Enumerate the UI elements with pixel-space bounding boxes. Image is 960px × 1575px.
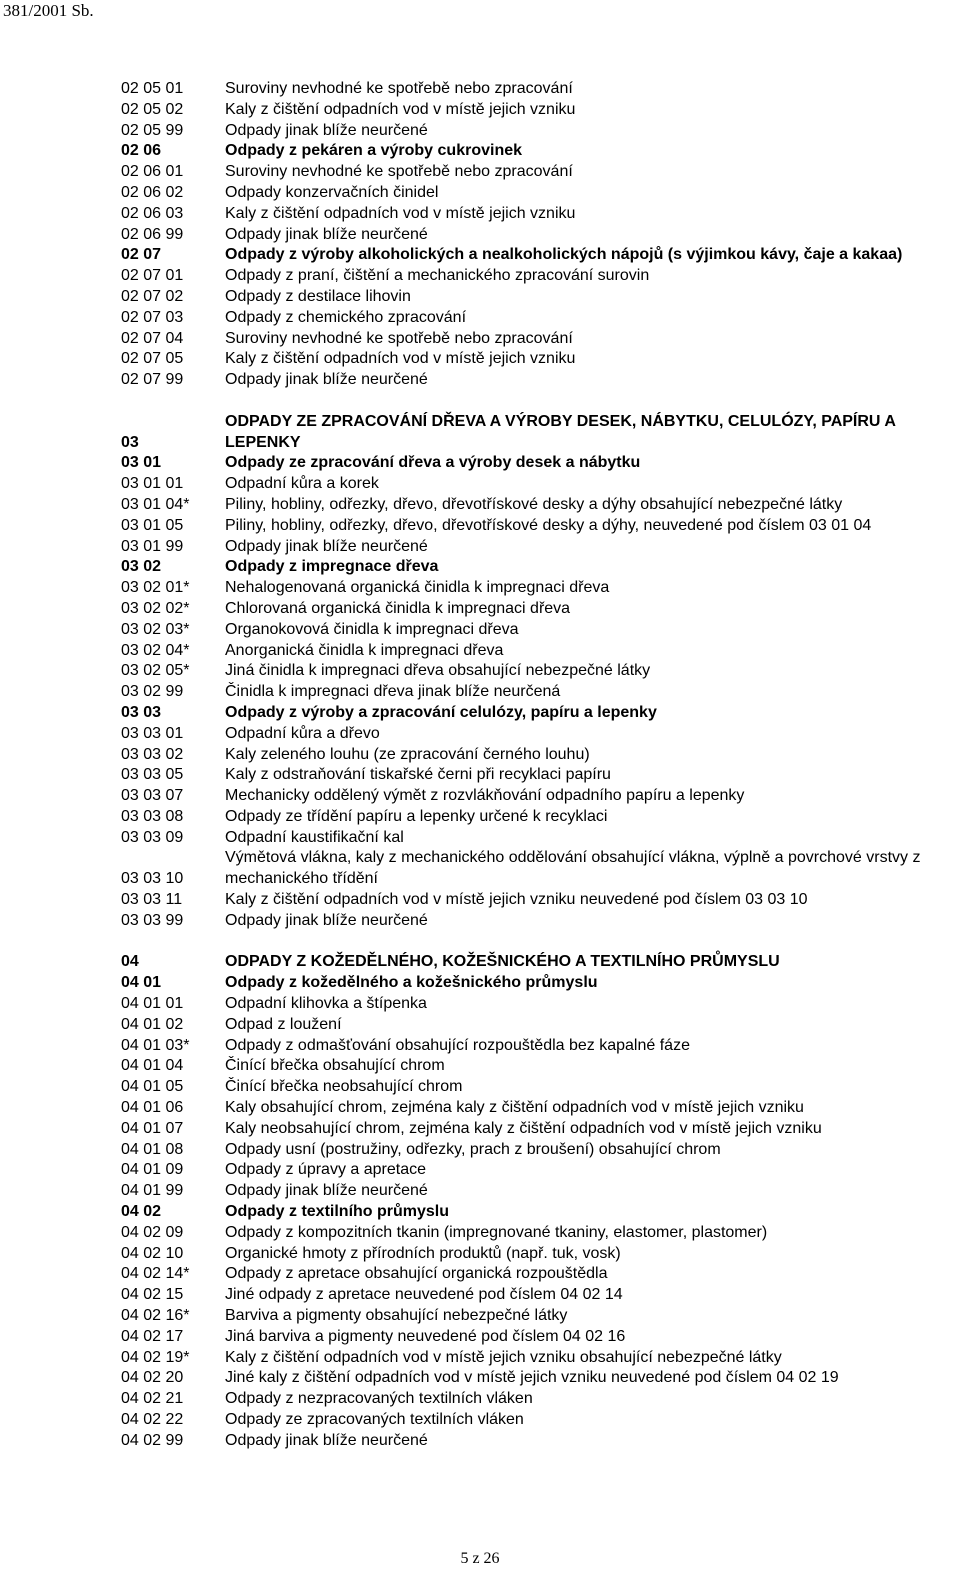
waste-code: 04 01 01 [121, 995, 184, 1013]
waste-description: Kaly neobsahující chrom, zejména kaly z čištění odpadních vod v místě jejich vzniku [225, 1119, 822, 1137]
document-header: 381/2001 Sb. [3, 1, 94, 20]
waste-description: Odpady z kožedělného a kožešnického průmyslu [225, 974, 598, 992]
waste-code: 04 [121, 953, 139, 971]
waste-code: 03 03 02 [121, 745, 184, 763]
waste-description: Kaly z čištění odpadních vod v místě jejich vzniku [225, 350, 576, 368]
page-number: 5 z 26 [460, 1550, 500, 1567]
waste-code: 03 [121, 433, 139, 451]
waste-code: 02 07 99 [121, 371, 184, 389]
waste-row [121, 682, 941, 703]
waste-description: Odpady z úpravy a apretace [225, 1161, 427, 1179]
waste-code: 04 01 03* [121, 1036, 190, 1054]
waste-description: Suroviny nevhodné ke spotřebě nebo zpracování [225, 163, 573, 181]
waste-description: Kaly z čištění odpadních vod v místě jejich vzniku neuvedené pod číslem 03 03 10 [225, 891, 808, 909]
waste-code: 02 05 99 [121, 121, 184, 139]
waste-code: 03 01 01 [121, 475, 184, 493]
waste-row [121, 1389, 941, 1410]
waste-description: Odpady jinak blíže neurčené [225, 121, 428, 139]
waste-code: 02 07 02 [121, 287, 184, 305]
waste-row [121, 162, 941, 183]
waste-description: Barviva a pigmenty obsahující nebezpečné látky [225, 1307, 568, 1325]
waste-row [121, 474, 941, 495]
waste-code: 03 01 05 [121, 516, 184, 534]
waste-code: 04 02 16* [121, 1307, 190, 1325]
waste-code: 04 02 19* [121, 1348, 190, 1366]
waste-code: 03 02 [121, 558, 162, 576]
waste-row [121, 1264, 941, 1285]
waste-row [121, 1140, 941, 1161]
waste-description: Odpady z praní, čištění a mechanického zpracování surovin [225, 267, 650, 285]
waste-code: 03 01 99 [121, 537, 184, 555]
waste-description: Kaly z čištění odpadních vod v místě jejich vzniku [225, 100, 576, 118]
waste-description: Odpady usní (postružiny, odřezky, prach z broušení) obsahující chrom [225, 1140, 721, 1158]
waste-code: 03 03 07 [121, 787, 184, 805]
waste-code: 02 07 01 [121, 267, 184, 285]
waste-row [121, 745, 941, 766]
waste-code: 04 01 04 [121, 1057, 184, 1075]
waste-description: Odpady jinak blíže neurčené [225, 1182, 428, 1200]
waste-code: 04 02 21 [121, 1390, 184, 1408]
waste-description: Odpady z pekáren a výroby cukrovinek [225, 142, 523, 160]
waste-row [121, 765, 941, 786]
waste-row [121, 121, 941, 142]
waste-description: Odpady jinak blíže neurčené [225, 911, 428, 929]
waste-code: 02 07 04 [121, 329, 184, 347]
waste-code: 04 01 09 [121, 1161, 184, 1179]
waste-description: Kaly z čištění odpadních vod v místě jejich vzniku [225, 204, 576, 222]
waste-row [121, 828, 941, 849]
waste-code: 02 07 03 [121, 308, 184, 326]
waste-description: Piliny, hobliny, odřezky, dřevo, dřevotřískové desky a dýhy, neuvedené pod číslem 03 01 04 [225, 516, 872, 534]
waste-description: Mechanicky oddělený výmět z rozvlákňování odpadního papíru a lepenky [225, 787, 745, 805]
waste-row [121, 1181, 941, 1202]
waste-row [121, 1285, 941, 1306]
waste-code: 03 02 02* [121, 599, 190, 617]
waste-row [121, 786, 941, 807]
waste-catalogue-table [121, 79, 941, 1452]
waste-description: Organické hmoty z přírodních produktů (např. tuk, vosk) [225, 1244, 621, 1262]
waste-row [121, 329, 941, 350]
waste-description: Činící břečka neobsahující chrom [225, 1078, 463, 1096]
waste-description: Odpady z destilace lihovin [225, 287, 411, 305]
waste-description: Odpady z výroby a zpracování celulózy, papíru a lepenky [225, 703, 657, 721]
waste-code: 02 07 [121, 246, 162, 264]
waste-description: Kaly obsahující chrom, zejména kaly z čištění odpadních vod v místě jejich vzniku [225, 1099, 804, 1117]
category-row [121, 412, 941, 454]
waste-description: Organokovová činidla k impregnaci dřeva [225, 620, 519, 638]
waste-code: 03 03 01 [121, 724, 184, 742]
waste-code: 02 06 03 [121, 204, 184, 222]
waste-code: 04 01 99 [121, 1182, 184, 1200]
waste-code: 03 02 04* [121, 641, 190, 659]
waste-description: Piliny, hobliny, odřezky, dřevo, dřevotřískové desky a dýhy obsahující nebezpečné látky [225, 495, 843, 513]
waste-description: Odpadní klihovka a štípenka [225, 995, 427, 1013]
waste-description: Odpady z nezpracovaných textilních vláken [225, 1390, 533, 1408]
waste-code: 04 01 08 [121, 1140, 184, 1158]
waste-code: 04 02 10 [121, 1244, 184, 1262]
waste-description: Odpady ze zpracovaných textilních vláken [225, 1411, 524, 1428]
waste-row [121, 1327, 941, 1348]
waste-row [121, 287, 941, 308]
waste-description: Výmětová vlákna, kaly z mechanického oddělování obsahující vlákna, výplně a povrchové vrstvy z mechanického třídění [225, 849, 921, 888]
waste-row [121, 516, 941, 537]
category-row [121, 557, 941, 578]
waste-description: Kaly z odstraňování tiskařské černi při recyklaci papíru [225, 766, 611, 784]
waste-description: Suroviny nevhodné ke spotřebě nebo zpracování [225, 329, 573, 347]
waste-code: 04 01 05 [121, 1078, 184, 1096]
waste-description: Činidla k impregnaci dřeva jinak blíže neurčená [225, 683, 561, 701]
waste-code: 02 06 02 [121, 183, 184, 201]
waste-row [121, 848, 941, 890]
category-row [121, 245, 941, 266]
waste-row [121, 1431, 941, 1452]
waste-description: Odpadní kaustifikační kal [225, 828, 404, 846]
waste-description: Jiné odpady z apretace neuvedené pod číslem 04 02 14 [225, 1286, 623, 1304]
waste-code: 02 06 [121, 142, 162, 160]
waste-code: 02 06 99 [121, 225, 184, 243]
waste-row [121, 1223, 941, 1244]
waste-description: Nehalogenovaná organická činidla k impregnaci dřeva [225, 579, 610, 597]
waste-description: Odpady z chemického zpracování [225, 308, 467, 326]
waste-row [121, 807, 941, 828]
waste-description: ODPADY ZE ZPRACOVÁNÍ DŘEVA A VÝROBY DESEK, NÁBYTKU, CELULÓZY, PAPÍRU A LEPENKY [225, 412, 896, 451]
waste-row [121, 537, 941, 558]
waste-code: 03 01 04* [121, 495, 190, 513]
waste-row [121, 308, 941, 329]
waste-row [121, 1015, 941, 1036]
waste-description: Odpadní kůra a korek [225, 475, 379, 493]
waste-code: 03 03 05 [121, 766, 184, 784]
waste-row [121, 1056, 941, 1077]
waste-description: Chlorovaná organická činidla k impregnaci dřeva [225, 599, 571, 617]
waste-row [121, 1244, 941, 1265]
waste-description: Kaly z čištění odpadních vod v místě jejich vzniku obsahující nebezpečné látky [225, 1348, 782, 1366]
waste-description: Jiné kaly z čištění odpadních vod v místě jejich vzniku neuvedené pod číslem 04 02 19 [225, 1369, 839, 1387]
waste-row [121, 1368, 941, 1389]
waste-row [121, 204, 941, 225]
waste-row [121, 79, 941, 100]
waste-code: 03 03 99 [121, 911, 184, 929]
waste-code: 02 06 01 [121, 163, 184, 181]
waste-description: Odpady jinak blíže neurčené [225, 1431, 428, 1449]
waste-description: Odpadní kůra a dřevo [225, 724, 380, 742]
waste-row [121, 1410, 941, 1431]
waste-code: 03 03 11 [121, 891, 183, 909]
waste-description: Suroviny nevhodné ke spotřebě nebo zpracování [225, 80, 573, 97]
waste-row [121, 620, 941, 641]
waste-row [121, 266, 941, 287]
waste-row [121, 578, 941, 599]
waste-row [121, 495, 941, 516]
waste-code: 04 02 [121, 1203, 162, 1221]
waste-row [121, 1306, 941, 1327]
waste-code: 04 02 17 [121, 1327, 184, 1345]
waste-row [121, 661, 941, 682]
waste-code: 03 03 09 [121, 828, 184, 846]
waste-code: 03 02 05* [121, 662, 190, 680]
waste-row [121, 724, 941, 745]
waste-code: 02 07 05 [121, 350, 184, 368]
waste-code: 02 05 01 [121, 80, 184, 97]
waste-row [121, 183, 941, 204]
waste-row [121, 1160, 941, 1181]
category-row [121, 703, 941, 724]
waste-description: Odpady jinak blíže neurčené [225, 537, 428, 555]
waste-row [121, 100, 941, 121]
waste-description: Odpady z výroby alkoholických a nealkoholických nápojů (s výjimkou kávy, čaje a kakaa) [225, 246, 903, 264]
waste-description: Odpady z textilního průmyslu [225, 1203, 450, 1221]
waste-code: 03 03 [121, 703, 162, 721]
waste-row [121, 349, 941, 370]
waste-description: Jiná činidla k impregnaci dřeva obsahující nebezpečné látky [225, 662, 651, 680]
waste-row [121, 911, 941, 932]
waste-description: Odpady z apretace obsahující organická rozpouštědla [225, 1265, 608, 1283]
category-row [121, 453, 941, 474]
waste-description: Odpady konzervačních činidel [225, 183, 439, 201]
waste-row [121, 890, 941, 911]
category-row [121, 973, 941, 994]
waste-code: 04 01 02 [121, 1015, 184, 1033]
waste-code: 03 02 03* [121, 620, 190, 638]
category-row [121, 1202, 941, 1223]
waste-row [121, 1348, 941, 1369]
waste-description: Odpady ze zpracování dřeva a výroby desek a nábytku [225, 454, 641, 472]
waste-code: 04 02 15 [121, 1286, 184, 1304]
waste-code: 03 01 [121, 454, 162, 472]
waste-code: 04 01 06 [121, 1099, 184, 1117]
waste-description: Odpady jinak blíže neurčené [225, 371, 428, 389]
waste-description: Odpady z kompozitních tkanin (impregnované tkaniny, elastomer, plastomer) [225, 1223, 768, 1241]
waste-code: 04 02 09 [121, 1223, 184, 1241]
waste-code: 03 03 10 [121, 870, 184, 888]
waste-row [121, 1036, 941, 1057]
waste-row [121, 370, 941, 391]
waste-row [121, 1119, 941, 1140]
waste-row [121, 225, 941, 246]
waste-description: Kaly zeleného louhu (ze zpracování černého louhu) [225, 745, 590, 763]
waste-row [121, 1077, 941, 1098]
category-row [121, 952, 941, 973]
waste-description: Anorganická činidla k impregnaci dřeva [225, 641, 504, 659]
waste-description: Odpad z loužení [225, 1015, 342, 1033]
waste-code: 04 01 [121, 974, 162, 992]
waste-code: 03 02 01* [121, 579, 190, 597]
waste-row [121, 994, 941, 1015]
waste-description: Odpady z odmašťování obsahující rozpouštědla bez kapalné fáze [225, 1036, 690, 1054]
waste-row [121, 1098, 941, 1119]
waste-code: 04 02 22 [121, 1411, 184, 1428]
waste-description: Činící břečka obsahující chrom [225, 1057, 445, 1075]
waste-code: 03 03 08 [121, 807, 184, 825]
waste-row [121, 641, 941, 662]
waste-code: 04 01 07 [121, 1119, 184, 1137]
waste-code: 04 02 99 [121, 1431, 184, 1449]
waste-description: Odpady ze třídění papíru a lepenky určené k recyklaci [225, 807, 608, 825]
waste-description: ODPADY Z KOŽEDĚLNÉHO, KOŽEŠNICKÉHO A TEXTILNÍHO PRŮMYSLU [225, 953, 780, 971]
waste-row [121, 599, 941, 620]
waste-description: Jiná barviva a pigmenty neuvedené pod číslem 04 02 16 [225, 1327, 626, 1345]
category-row [121, 141, 941, 162]
waste-description: Odpady z impregnace dřeva [225, 558, 439, 576]
waste-code: 04 02 14* [121, 1265, 190, 1283]
waste-code: 04 02 20 [121, 1369, 184, 1387]
waste-code: 02 05 02 [121, 100, 184, 118]
waste-description: Odpady jinak blíže neurčené [225, 225, 428, 243]
waste-code: 03 02 99 [121, 683, 184, 701]
